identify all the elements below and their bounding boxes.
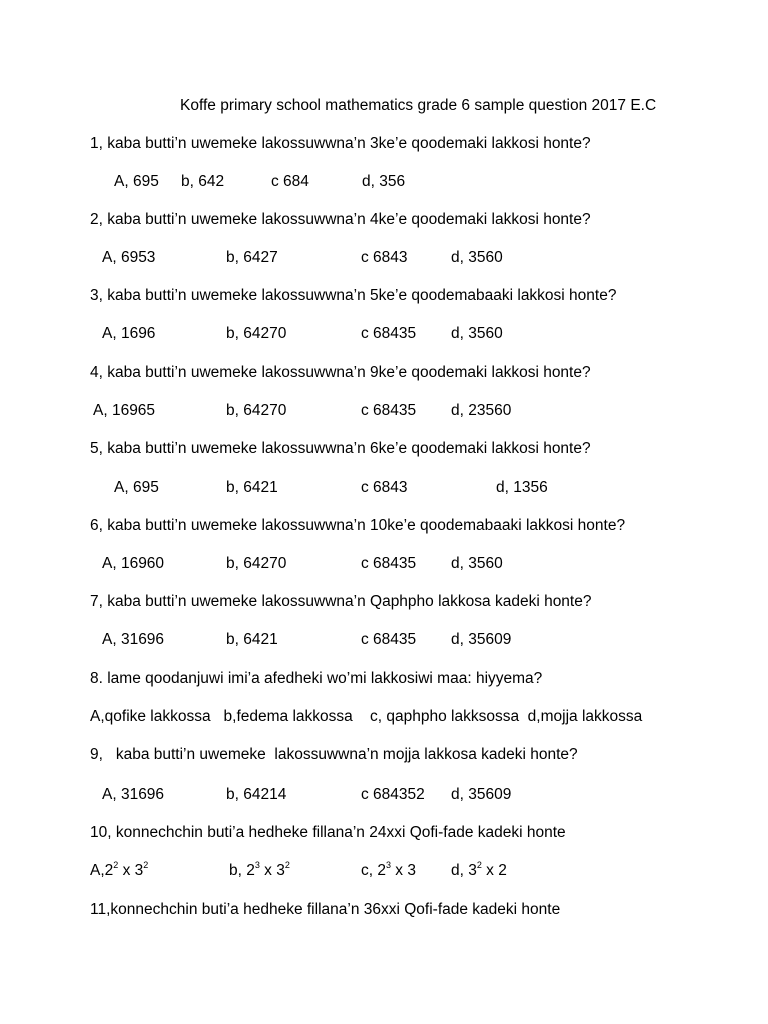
q10-option-c: [361, 861, 416, 881]
q9-option-d: d, 35609: [451, 786, 512, 803]
q10-c-base: c, 2: [361, 862, 386, 879]
question-10: 10, konnechchin buti’a hedheke fillana’n 24xxi Qofi-fade kadeki honte: [90, 824, 566, 841]
q1-option-d: d, 356: [362, 173, 406, 190]
q7-option-d: d, 35609: [451, 631, 512, 648]
q10-b-exp2: 2: [284, 859, 290, 870]
q5-option-c: c 6843: [361, 479, 408, 496]
q10-b-mid: x 3: [259, 862, 285, 879]
q10-a-exp2: 2: [143, 859, 149, 870]
q1-option-c: c 684: [271, 173, 309, 190]
q2-option-a: A, 6953: [102, 249, 156, 266]
q10-a-exp1: 2: [113, 859, 119, 870]
q10-option-d: [451, 861, 507, 881]
q5-option-a: A, 695: [114, 479, 159, 496]
question-7: 7, kaba butti’n uwemeke lakossuwwna’n Qaphpho lakkosa kadeki honte?: [90, 593, 592, 610]
q9-option-b: b, 64214: [226, 786, 287, 803]
q10-b-base: b, 2: [229, 862, 255, 879]
question-2: 2, kaba butti’n uwemeke lakossuwwna’n 4ke’e qoodemaki lakkosi honte?: [90, 211, 591, 228]
q7-option-b: b, 6421: [226, 631, 278, 648]
question-5: 5, kaba butti’n uwemeke lakossuwwna’n 6ke’e qoodemaki lakkosi honte?: [90, 440, 591, 457]
question-4: 4, kaba butti’n uwemeke lakossuwwna’n 9ke’e qoodemaki lakkosi honte?: [90, 364, 591, 381]
q1-option-b: b, 642: [181, 173, 225, 190]
q5-option-d: d, 1356: [496, 479, 548, 496]
q7-option-a: A, 31696: [102, 631, 165, 648]
question-11: 11,konnechchin buti’a hedheke fillana’n 36xxi Qofi-fade kadeki honte: [90, 901, 561, 918]
q6-option-b: b, 64270: [226, 555, 287, 572]
q2-option-c: c 6843: [361, 249, 408, 266]
q4-option-d: d, 23560: [451, 402, 512, 419]
question-8: 8. lame qoodanjuwi imi’a afedheki wo’mi lakkosiwi maa: hiyyema?: [90, 670, 543, 687]
q10-b-exp1: 3: [254, 859, 260, 870]
q2-option-b: b, 6427: [226, 249, 278, 266]
q10-a-base: A,2: [90, 862, 114, 879]
q3-option-c: c 68435: [361, 325, 417, 342]
q6-option-d: d, 3560: [451, 555, 503, 572]
question-1: 1, kaba butti’n uwemeke lakossuwwna’n 3ke’e qoodemaki lakkosi honte?: [90, 135, 591, 152]
q4-option-c: c 68435: [361, 402, 417, 419]
question-9: 9, kaba butti’n uwemeke lakossuwwna’n mojja lakkosa kadeki honte?: [90, 746, 578, 763]
q6-option-a: A, 16960: [102, 555, 165, 572]
q10-d-mid: x 2: [481, 862, 507, 879]
q3-option-b: b, 64270: [226, 325, 287, 342]
q9-option-c: c 684352: [361, 786, 425, 803]
q7-option-c: c 68435: [361, 631, 417, 648]
q1-option-a: A, 695: [114, 173, 159, 190]
q10-a-mid: x 3: [118, 862, 144, 879]
q5-option-b: b, 6421: [226, 479, 278, 496]
q2-option-d: d, 3560: [451, 249, 503, 266]
q10-d-base: d, 3: [451, 862, 477, 879]
q10-option-b: [229, 861, 290, 881]
page-title: Koffe primary school mathematics grade 6 sample question 2017 E.C: [180, 97, 657, 114]
q4-option-b: b, 64270: [226, 402, 287, 419]
q4-option-a: A, 16965: [93, 402, 156, 419]
q3-option-d: d, 3560: [451, 325, 503, 342]
q6-option-c: c 68435: [361, 555, 417, 572]
q8-options: A,qofike lakkossa b,fedema lakkossa c, qaphpho lakksossa d,mojja lakkossa: [90, 708, 643, 725]
q10-d-exp1: 2: [476, 859, 482, 870]
question-6: 6, kaba butti’n uwemeke lakossuwwna’n 10ke’e qoodemabaaki lakkosi honte?: [90, 517, 626, 534]
q9-option-a: A, 31696: [102, 786, 165, 803]
q3-option-a: A, 1696: [102, 325, 156, 342]
q10-c-exp1: 3: [385, 859, 391, 870]
q10-c-mid: x 3: [391, 862, 416, 879]
question-3: 3, kaba butti’n uwemeke lakossuwwna’n 5ke’e qoodemabaaki lakkosi honte?: [90, 287, 617, 304]
q10-option-a: [90, 861, 148, 881]
